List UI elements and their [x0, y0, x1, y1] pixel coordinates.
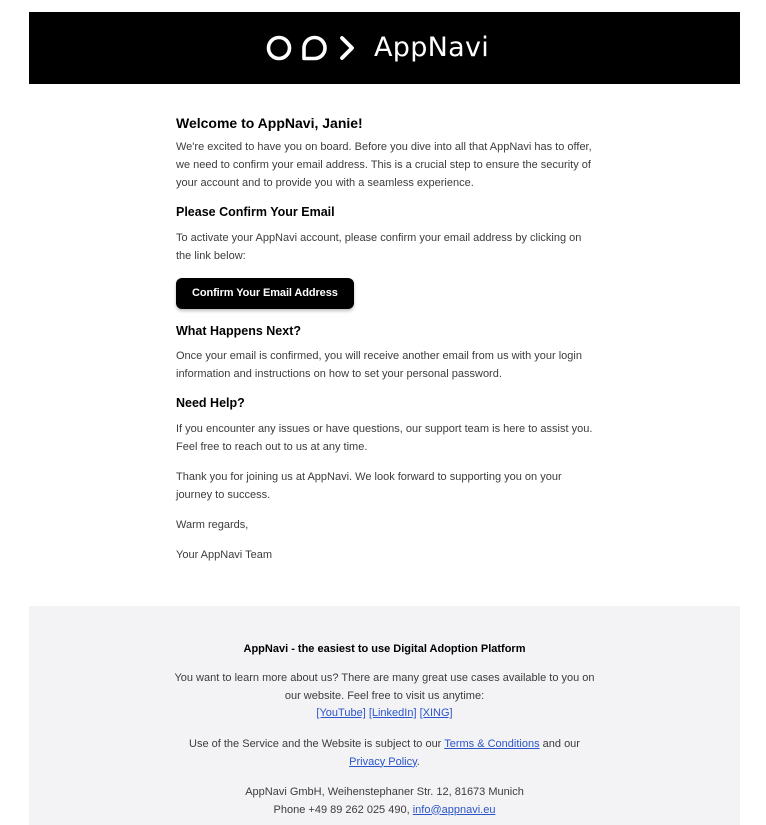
help-heading: Need Help?: [176, 396, 245, 410]
social-links: [29, 705, 740, 723]
signature-text: Your AppNavi Team: [176, 549, 273, 561]
appnavi-logo-icon: [266, 33, 360, 63]
greeting-heading: Welcome to AppNavi, Janie!: [176, 115, 363, 131]
help-line: If you encounter any issues or have questions, our support team is here to assist you.: [176, 423, 593, 435]
email-footer: [29, 606, 740, 825]
help-line: Feel free to reach out to us at any time.: [176, 441, 368, 453]
confirm-paragraph: [176, 229, 596, 265]
footer-contact: [29, 784, 740, 819]
intro-line: We're excited to have you on board. Before you dive into all that AppNavi has to offer,: [176, 141, 592, 153]
linkedin-link[interactable]: [LinkedIn]: [368, 707, 417, 719]
confirm-line: To activate your AppNavi account, please confirm your email address by clicking on: [176, 232, 582, 244]
help-paragraph: [176, 420, 596, 456]
confirm-heading: Please Confirm Your Email: [176, 205, 335, 219]
next-paragraph: [176, 347, 596, 383]
footer-learn-more: [29, 670, 740, 723]
terms-prefix: Use of the Service and the Website is subject to our: [189, 738, 442, 750]
thanks-paragraph: [176, 468, 596, 504]
phone-text: Phone +49 89 262 025 490,: [273, 803, 410, 816]
footer-legal: [29, 736, 740, 771]
confirm-line: the link below:: [176, 250, 246, 262]
next-line: information and instructions on how to set your personal password.: [176, 368, 502, 380]
youtube-link[interactable]: [YouTube]: [316, 707, 366, 719]
footer-learn-line: our website. Feel free to visit us anytime:: [284, 689, 485, 702]
next-heading: What Happens Next?: [176, 324, 302, 338]
footer-title: AppNavi - the easiest to use Digital Adoption Platform: [243, 643, 526, 655]
privacy-policy-link[interactable]: Privacy Policy: [349, 755, 417, 768]
email-header: [29, 12, 740, 84]
xing-link[interactable]: [XING]: [419, 707, 453, 719]
brand-name: AppNavi: [374, 32, 490, 63]
appnavi-logo: [266, 28, 489, 68]
intro-paragraph: [176, 138, 596, 192]
intro-line: your account and to provide you with a seamless experience.: [176, 177, 474, 189]
thanks-line: journey to success.: [176, 489, 271, 501]
confirm-email-button[interactable]: Confirm Your Email Address: [176, 278, 354, 309]
next-line: Once your email is confirmed, you will receive another email from us with your login: [176, 350, 582, 362]
privacy-suffix: .: [416, 755, 420, 768]
intro-line: we need to confirm your email address. This is a crucial step to ensure the security of: [176, 159, 591, 171]
terms-and: and our: [542, 738, 580, 750]
email-link[interactable]: info@appnavi.eu: [412, 803, 496, 816]
footer-learn-line: You want to learn more about us? There are many great use cases available to you on: [174, 672, 595, 684]
thanks-line: Thank you for joining us at AppNavi. We look forward to supporting you on your: [176, 471, 562, 483]
closing-text: Warm regards,: [176, 519, 249, 531]
company-address: AppNavi GmbH, Weihenstephaner Str. 12, 81673 Munich: [245, 786, 524, 798]
terms-link[interactable]: Terms & Conditions: [444, 738, 540, 750]
